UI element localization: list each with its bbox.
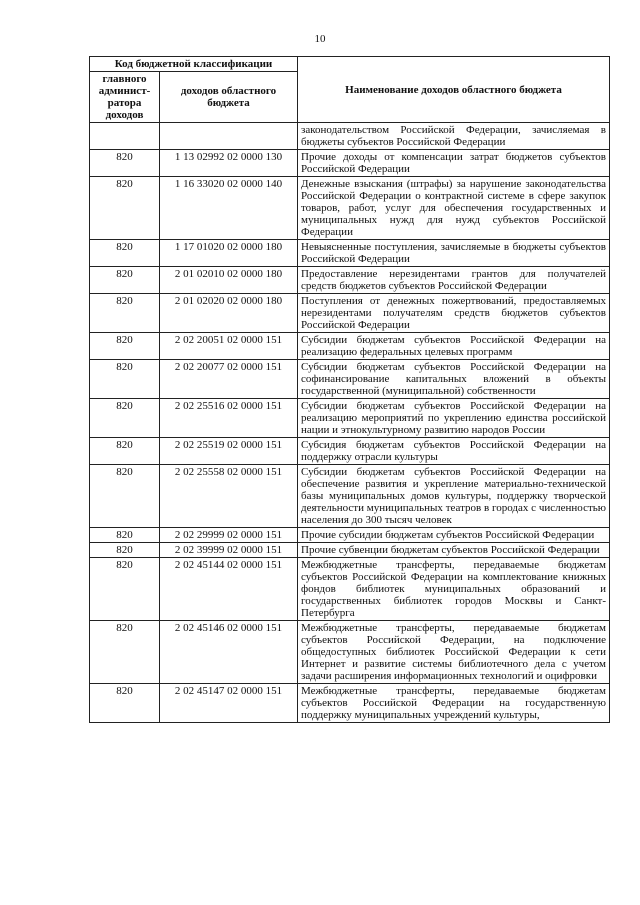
admin-code-cell: 820 [90, 528, 160, 543]
admin-code-cell: 820 [90, 621, 160, 684]
admin-code-cell: 820 [90, 399, 160, 438]
table-row [90, 399, 610, 438]
header-code-column: доходов областного бюджета [160, 72, 298, 123]
revenue-name-cell: Невыясненные поступления, зачисляемые в бюджеты субъектов Российской Федерации [298, 240, 610, 267]
revenue-code-cell: 2 02 20077 02 0000 151 [160, 360, 298, 399]
revenue-name-cell: Субсидии бюджетам субъектов Российской Федерации на реализацию федеральных целевых программ [298, 333, 610, 360]
revenue-code-cell: 2 02 20051 02 0000 151 [160, 333, 298, 360]
table-row [90, 267, 610, 294]
table-row [90, 150, 610, 177]
revenue-code-cell: 2 02 25519 02 0000 151 [160, 438, 298, 465]
revenue-code-cell: 1 13 02992 02 0000 130 [160, 150, 298, 177]
revenue-name-cell: законодательством Российской Федерации, зачисляемая в бюджеты субъектов Российской Федерации [298, 123, 610, 150]
revenue-code-cell: 2 02 45146 02 0000 151 [160, 621, 298, 684]
budget-classification-table [89, 56, 610, 723]
table-row [90, 465, 610, 528]
admin-code-cell: 820 [90, 240, 160, 267]
table-row [90, 528, 610, 543]
header-admin-column: главного админист-ратора доходов [90, 72, 160, 123]
admin-code-cell: 820 [90, 294, 160, 333]
revenue-name-cell: Субсидии бюджетам субъектов Российской Федерации на обеспечение развития и укрепление материально-технической базы муниципальных домов культуры, поддержку творческой деятельности муниципальных театров в городах с численностью населения до 300 тысяч человек [298, 465, 610, 528]
header-name-column: Наименование доходов областного бюджета [298, 57, 610, 123]
table-row [90, 294, 610, 333]
admin-code-cell: 820 [90, 177, 160, 240]
revenue-code-cell: 2 02 45144 02 0000 151 [160, 558, 298, 621]
table-row [90, 123, 610, 150]
revenue-code-cell: 2 02 45147 02 0000 151 [160, 684, 298, 723]
page-number: 10 [314, 33, 326, 45]
revenue-code-cell: 2 01 02010 02 0000 180 [160, 267, 298, 294]
revenue-code-cell: 2 02 25516 02 0000 151 [160, 399, 298, 438]
table-row [90, 438, 610, 465]
revenue-name-cell: Межбюджетные трансферты, передаваемые бюджетам субъектов Российской Федерации на государственную поддержку муниципальных учреждений культуры, [298, 684, 610, 723]
table-row [90, 333, 610, 360]
admin-code-cell: 820 [90, 438, 160, 465]
admin-code-cell: 820 [90, 150, 160, 177]
table-row [90, 240, 610, 267]
revenue-code-cell: 2 02 25558 02 0000 151 [160, 465, 298, 528]
revenue-name-cell: Поступления от денежных пожертвований, предоставляемых нерезидентами получателям средств бюджетов субъектов Российской Федерации [298, 294, 610, 333]
table-row [90, 684, 610, 723]
admin-code-cell: 820 [90, 465, 160, 528]
revenue-code-cell [160, 123, 298, 150]
table-row [90, 177, 610, 240]
revenue-code-cell: 2 02 29999 02 0000 151 [160, 528, 298, 543]
revenue-code-cell: 1 17 01020 02 0000 180 [160, 240, 298, 267]
revenue-name-cell: Субсидия бюджетам субъектов Российской Федерации на поддержку отрасли культуры [298, 438, 610, 465]
revenue-name-cell: Субсидии бюджетам субъектов Российской Федерации на реализацию мероприятий по укреплению единства российской нации и этнокультурному развитию народов России [298, 399, 610, 438]
admin-code-cell: 820 [90, 267, 160, 294]
table-body [90, 123, 610, 723]
revenue-name-cell: Прочие субсидии бюджетам субъектов Российской Федерации [298, 528, 610, 543]
header-group-title: Код бюджетной классификации [90, 57, 298, 72]
revenue-name-cell: Межбюджетные трансферты, передаваемые бюджетам субъектов Российской Федерации на комплектование книжных фондов библиотек муниципальных образований и государственных библиотек городов Москвы и Санкт-Петербурга [298, 558, 610, 621]
revenue-code-cell: 2 02 39999 02 0000 151 [160, 543, 298, 558]
table-row [90, 621, 610, 684]
revenue-name-cell: Субсидии бюджетам субъектов Российской Федерации на софинансирование капитальных вложений в объекты государственной (муниципальной) собственности [298, 360, 610, 399]
revenue-name-cell: Предоставление нерезидентами грантов для получателей средств бюджетов субъектов Российской Федерации [298, 267, 610, 294]
revenue-code-cell: 2 01 02020 02 0000 180 [160, 294, 298, 333]
admin-code-cell: 820 [90, 543, 160, 558]
admin-code-cell: 820 [90, 360, 160, 399]
revenue-name-cell: Прочие доходы от компенсации затрат бюджетов субъектов Российской Федерации [298, 150, 610, 177]
revenue-name-cell: Прочие субвенции бюджетам субъектов Российской Федерации [298, 543, 610, 558]
admin-code-cell: 820 [90, 558, 160, 621]
admin-code-cell [90, 123, 160, 150]
table-row [90, 543, 610, 558]
revenue-code-cell: 1 16 33020 02 0000 140 [160, 177, 298, 240]
revenue-name-cell: Денежные взыскания (штрафы) за нарушение законодательства Российской Федерации о контрактной системе в сфере закупок товаров, работ, услуг для обеспечения государственных и муниципальных нужд для нужд субъектов Российской Федерации [298, 177, 610, 240]
table-row [90, 360, 610, 399]
table-row [90, 558, 610, 621]
admin-code-cell: 820 [90, 333, 160, 360]
revenue-name-cell: Межбюджетные трансферты, передаваемые бюджетам субъектов Российской Федерации, на подключение общедоступных библиотек Российской Федерации к сети Интернет и развитие системы библиотечного дела с учетом задачи расширения информационных технологий и оцифровки [298, 621, 610, 684]
admin-code-cell: 820 [90, 684, 160, 723]
table-header [90, 57, 610, 123]
